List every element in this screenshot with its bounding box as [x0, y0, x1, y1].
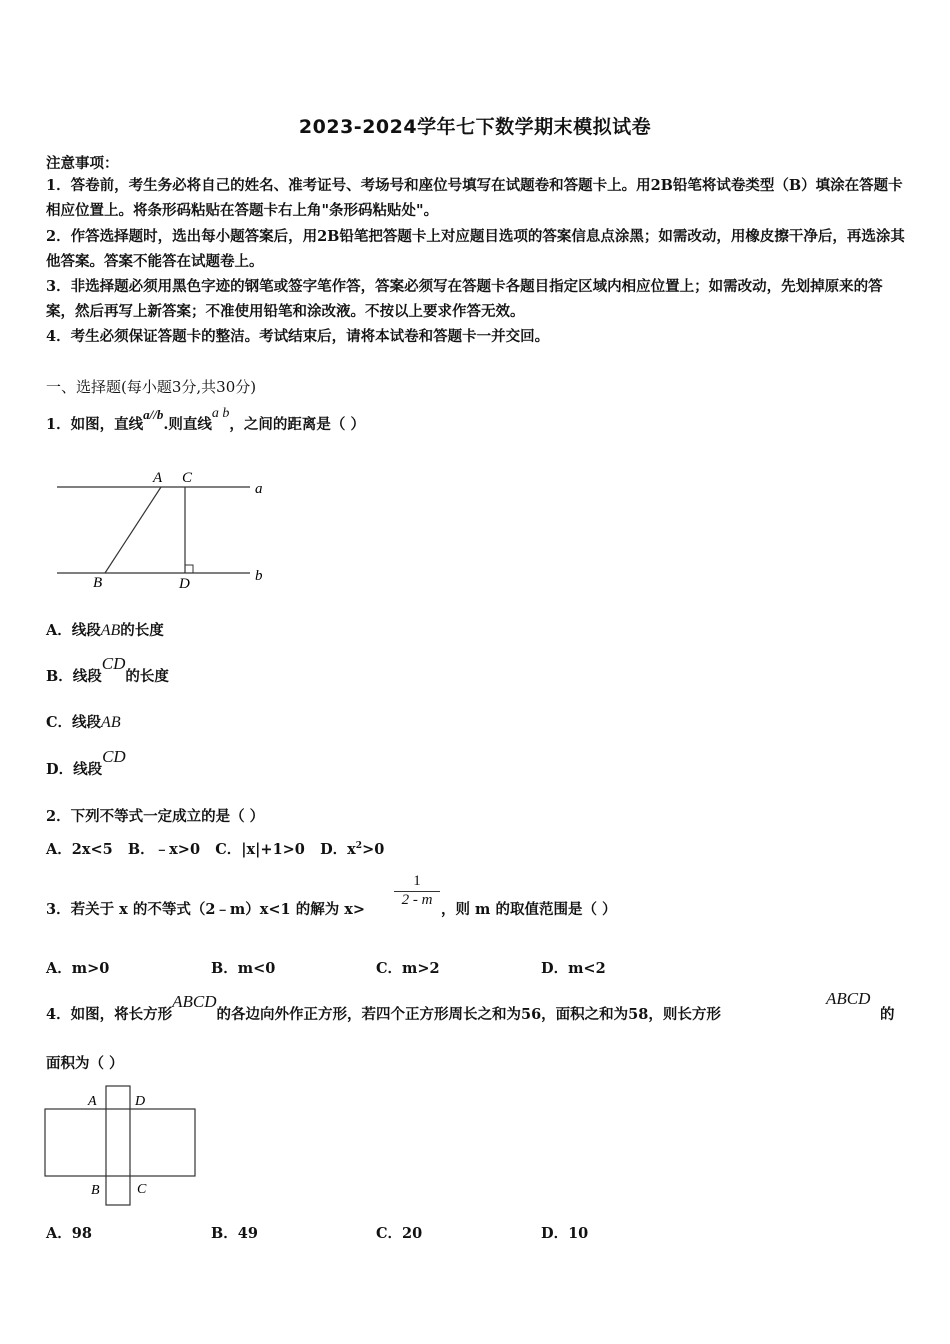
label-A: A	[88, 1094, 97, 1109]
q2-option-b: B．﹣x>0	[127, 841, 201, 858]
label-B: B	[93, 575, 103, 591]
q2-option-a: A．2x<5	[46, 841, 113, 858]
q3-frac-den: 2 - m	[401, 892, 433, 908]
q1-parallel: a//b	[143, 407, 164, 422]
segment-ab	[105, 487, 161, 573]
outer-rectangle	[45, 1109, 195, 1176]
option-math: AB	[101, 714, 121, 731]
q4-option-c: C．20	[376, 1225, 423, 1242]
notice-item-2: 2．作答选择题时，选出每小题答案后，用2B铅笔把答题卡上对应题目选项的答案信息点涂黑；如需改动，用橡皮擦干净后，再选涂其他答案。答案不能答在试题卷上。	[46, 228, 905, 270]
q3-option-b: B．m<0	[211, 960, 276, 977]
label-C: C	[182, 470, 193, 486]
section-heading: 一、选择题(每小题3分,共30分)	[46, 378, 257, 396]
q4-option-b: B．49	[211, 1225, 258, 1242]
label-a: a	[255, 481, 263, 497]
notice-item-3: 3．非选择题必须用黑色字迹的钢笔或签字笔作答，答案必须写在答题卡各题目指定区域内相应位置上；如需改动，先划掉原来的答案，然后再写上新答案；不准使用铅笔和涂改液。不按以上要求作答无效。	[46, 278, 883, 320]
q1-option-b	[46, 654, 169, 686]
q1-stem	[46, 406, 365, 434]
q2-option-d	[320, 841, 384, 858]
option-math: AB	[100, 622, 121, 639]
option-suffix: 的长度	[120, 622, 164, 639]
q2-option-c: C．|x|+1>0	[215, 841, 305, 858]
q3-stem-b: ，则 m 的取值范围是（ ）	[441, 901, 617, 918]
q4-figure	[40, 1082, 205, 1210]
q3-option-d: D．m<2	[541, 960, 606, 977]
option-prefix: C．线段	[46, 714, 102, 731]
option-prefix: D．线段	[46, 761, 103, 778]
q2-option-d-post: >0	[362, 841, 385, 858]
q1-option-c	[46, 711, 121, 732]
q4-stem-line2: 面积为（ ）	[46, 1055, 124, 1072]
q1-option-a	[46, 619, 164, 640]
label-D: D	[135, 1094, 146, 1109]
q3-frac-num: 1	[394, 873, 440, 892]
q1-stem-part: 之间的距离是（ ）	[243, 416, 365, 433]
q2-option-d-pre: D．x	[320, 841, 356, 858]
q1-stem-part: .则直线	[163, 416, 212, 433]
q1-comma: ，	[229, 416, 244, 433]
q4-abcd-2: ABCD	[826, 989, 871, 1008]
q4-option-a: A．98	[46, 1225, 92, 1242]
q4-option-d: D．10	[541, 1225, 589, 1242]
q1-lines: a b	[211, 406, 230, 421]
vertical-strip	[106, 1086, 130, 1205]
q4-stem-part: 4．如图，将长方形	[46, 1006, 173, 1023]
label-C: C	[137, 1182, 147, 1197]
q1-figure	[55, 466, 275, 591]
q2-stem: 2．下列不等式一定成立的是（ ）	[46, 808, 265, 825]
q4-abcd: ABCD	[172, 992, 217, 1011]
label-D: D	[179, 576, 190, 591]
notice-item-1: 1．答卷前，考生务必将自己的姓名、准考证号、考场号和座位号填写在试题卷和答题卡上。用2B铅笔将试卷类型（B）填涂在答题卡相应位置上。将条形码粘贴在答题卡右上角"条形码粘贴处"。	[46, 177, 903, 219]
label-b: b	[255, 568, 263, 584]
q3-option-c: C．m>2	[376, 960, 440, 977]
option-math: CD	[101, 654, 126, 673]
option-prefix: B．线段	[46, 668, 102, 685]
option-math: CD	[102, 747, 126, 766]
q4-stem-part: 的各边向外作正方形，若四个正方形周长之和为56，面积之和为58，则长方形	[216, 1006, 721, 1023]
q1-stem-part: 1．如图，直线	[46, 416, 144, 433]
label-A: A	[153, 470, 163, 486]
q3-stem-a: 3．若关于 x 的不等式（2﹣m）x<1 的解为 x>	[46, 901, 366, 918]
q3-option-a: A．m>0	[46, 960, 110, 977]
notice-heading: 注意事项：	[46, 155, 119, 172]
option-suffix: 的长度	[125, 668, 169, 685]
page-title: 2023-2024学年七下数学期末模拟试卷	[298, 116, 652, 138]
q2-options	[46, 838, 384, 859]
label-B: B	[91, 1183, 100, 1198]
q2-option-d-sup: 2	[355, 841, 363, 852]
q4-stem-de: 的	[880, 1006, 895, 1023]
notice-item-4: 4．考生必须保证答题卡的整洁。考试结束后，请将本试卷和答题卡一并交回。	[46, 328, 550, 345]
q3-fraction	[394, 873, 440, 909]
q1-option-d	[46, 747, 126, 779]
option-prefix: A．线段	[46, 622, 101, 639]
q4-stem-line1	[46, 992, 721, 1024]
right-angle-mark	[185, 565, 193, 573]
